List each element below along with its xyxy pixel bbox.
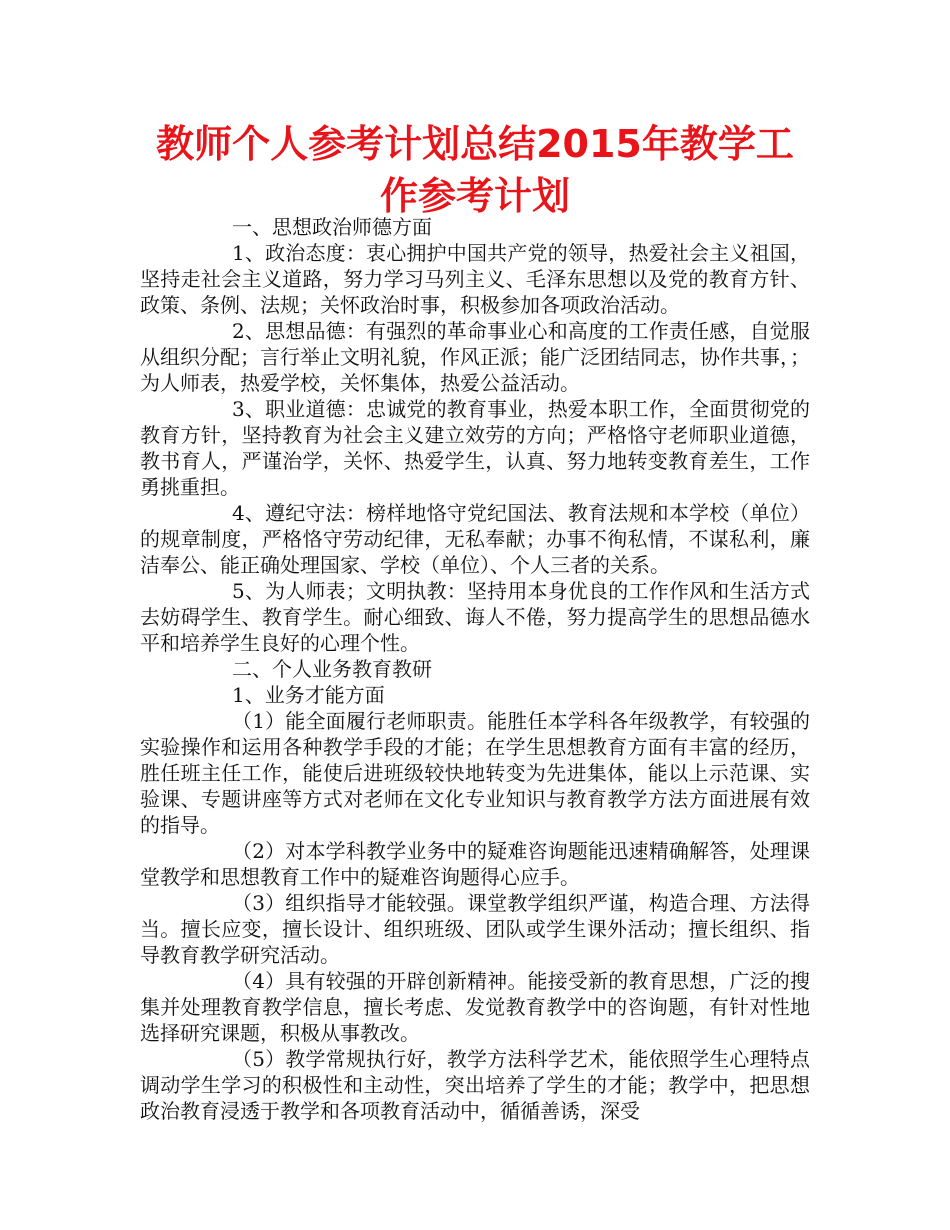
subsection-heading: 1、业务才能方面: [232, 683, 385, 707]
paragraph: （2）对本学科教学业务中的疑难咨询题能迅速精确解答，处理课堂教学和思想教育工作中的疑难咨询题得心应手。: [140, 839, 810, 889]
paragraph: （4）具有较强的开辟创新精神。能接受新的教育思想，广泛的搜集并处理教育教学信息，擅长考虑、发觉教育教学中的咨询题，有针对性地选择研究课题，积极从事教改。: [140, 969, 810, 1045]
paragraph: （1）能全面履行老师职责。能胜任本学科各年级教学，有较强的实验操作和运用各种教学手段的才能；在学生思想教育方面有丰富的经历，胜任班主任工作，能使后进班级较快地转变为先进集体，能以上示范课、实验课、专题讲座等方式对老师在文化专业知识与教育教学方法方面进展有效的指导。: [140, 709, 810, 837]
paragraph: 1、政治态度：衷心拥护中国共产党的领导，热爱社会主义祖国，坚持走社会主义道路，努力学习马列主义、毛泽东思想以及党的教育方针、政策、条例、法规；关怀政治时事，积极参加各项政治活动。: [140, 241, 810, 317]
section-heading: 一、思想政治师德方面: [232, 215, 432, 239]
paragraph: 2、思想品德：有强烈的革命事业心和高度的工作责任感，自觉服从组织分配；言行举止文明礼貌，作风正派；能广泛团结同志，协作共事，；为人师表，热爱学校，关怀集体，热爱公益活动。: [140, 319, 810, 395]
paragraph: 3、职业道德：忠诚党的教育事业，热爱本职工作，全面贯彻党的教育方针，坚持教育为社会主义建立效劳的方向；严格恪守老师职业道德，教书育人，严谨治学，关怀、热爱学生，认真、努力地转变教育差生，工作勇挑重担。: [140, 397, 810, 499]
section-heading: 二、个人业务教育教研: [232, 657, 432, 681]
document-body: [140, 214, 810, 1124]
paragraph: （3）组织指导才能较强。课堂教学组织严谨，构造合理、方法得当。擅长应变，擅长设计、组织班级、团队或学生课外活动；擅长组织、指导教育教学研究活动。: [140, 891, 810, 967]
paragraph: 4、遵纪守法：榜样地恪守党纪国法、教育法规和本学校（单位）的规章制度，严格恪守劳动纪律，无私奉献；办事不徇私情，不谋私利，廉洁奉公、能正确处理国家、学校（单位）、个人三者的关系。: [140, 501, 810, 577]
paragraph: 5、为人师表；文明执教：坚持用本身优良的工作作风和生活方式去妨碍学生、教育学生。耐心细致、诲人不倦，努力提高学生的思想品德水平和培养学生良好的心理个性。: [140, 579, 810, 655]
paragraph: （5）教学常规执行好，教学方法科学艺术，能依照学生心理特点调动学生学习的积极性和主动性，突出培养了学生的才能；教学中，把思想政治教育浸透于教学和各项教育活动中，循循善诱，深受: [140, 1047, 810, 1123]
document-title: 教师个人参考计划总结2015年教学工作参考计划: [156, 122, 794, 218]
